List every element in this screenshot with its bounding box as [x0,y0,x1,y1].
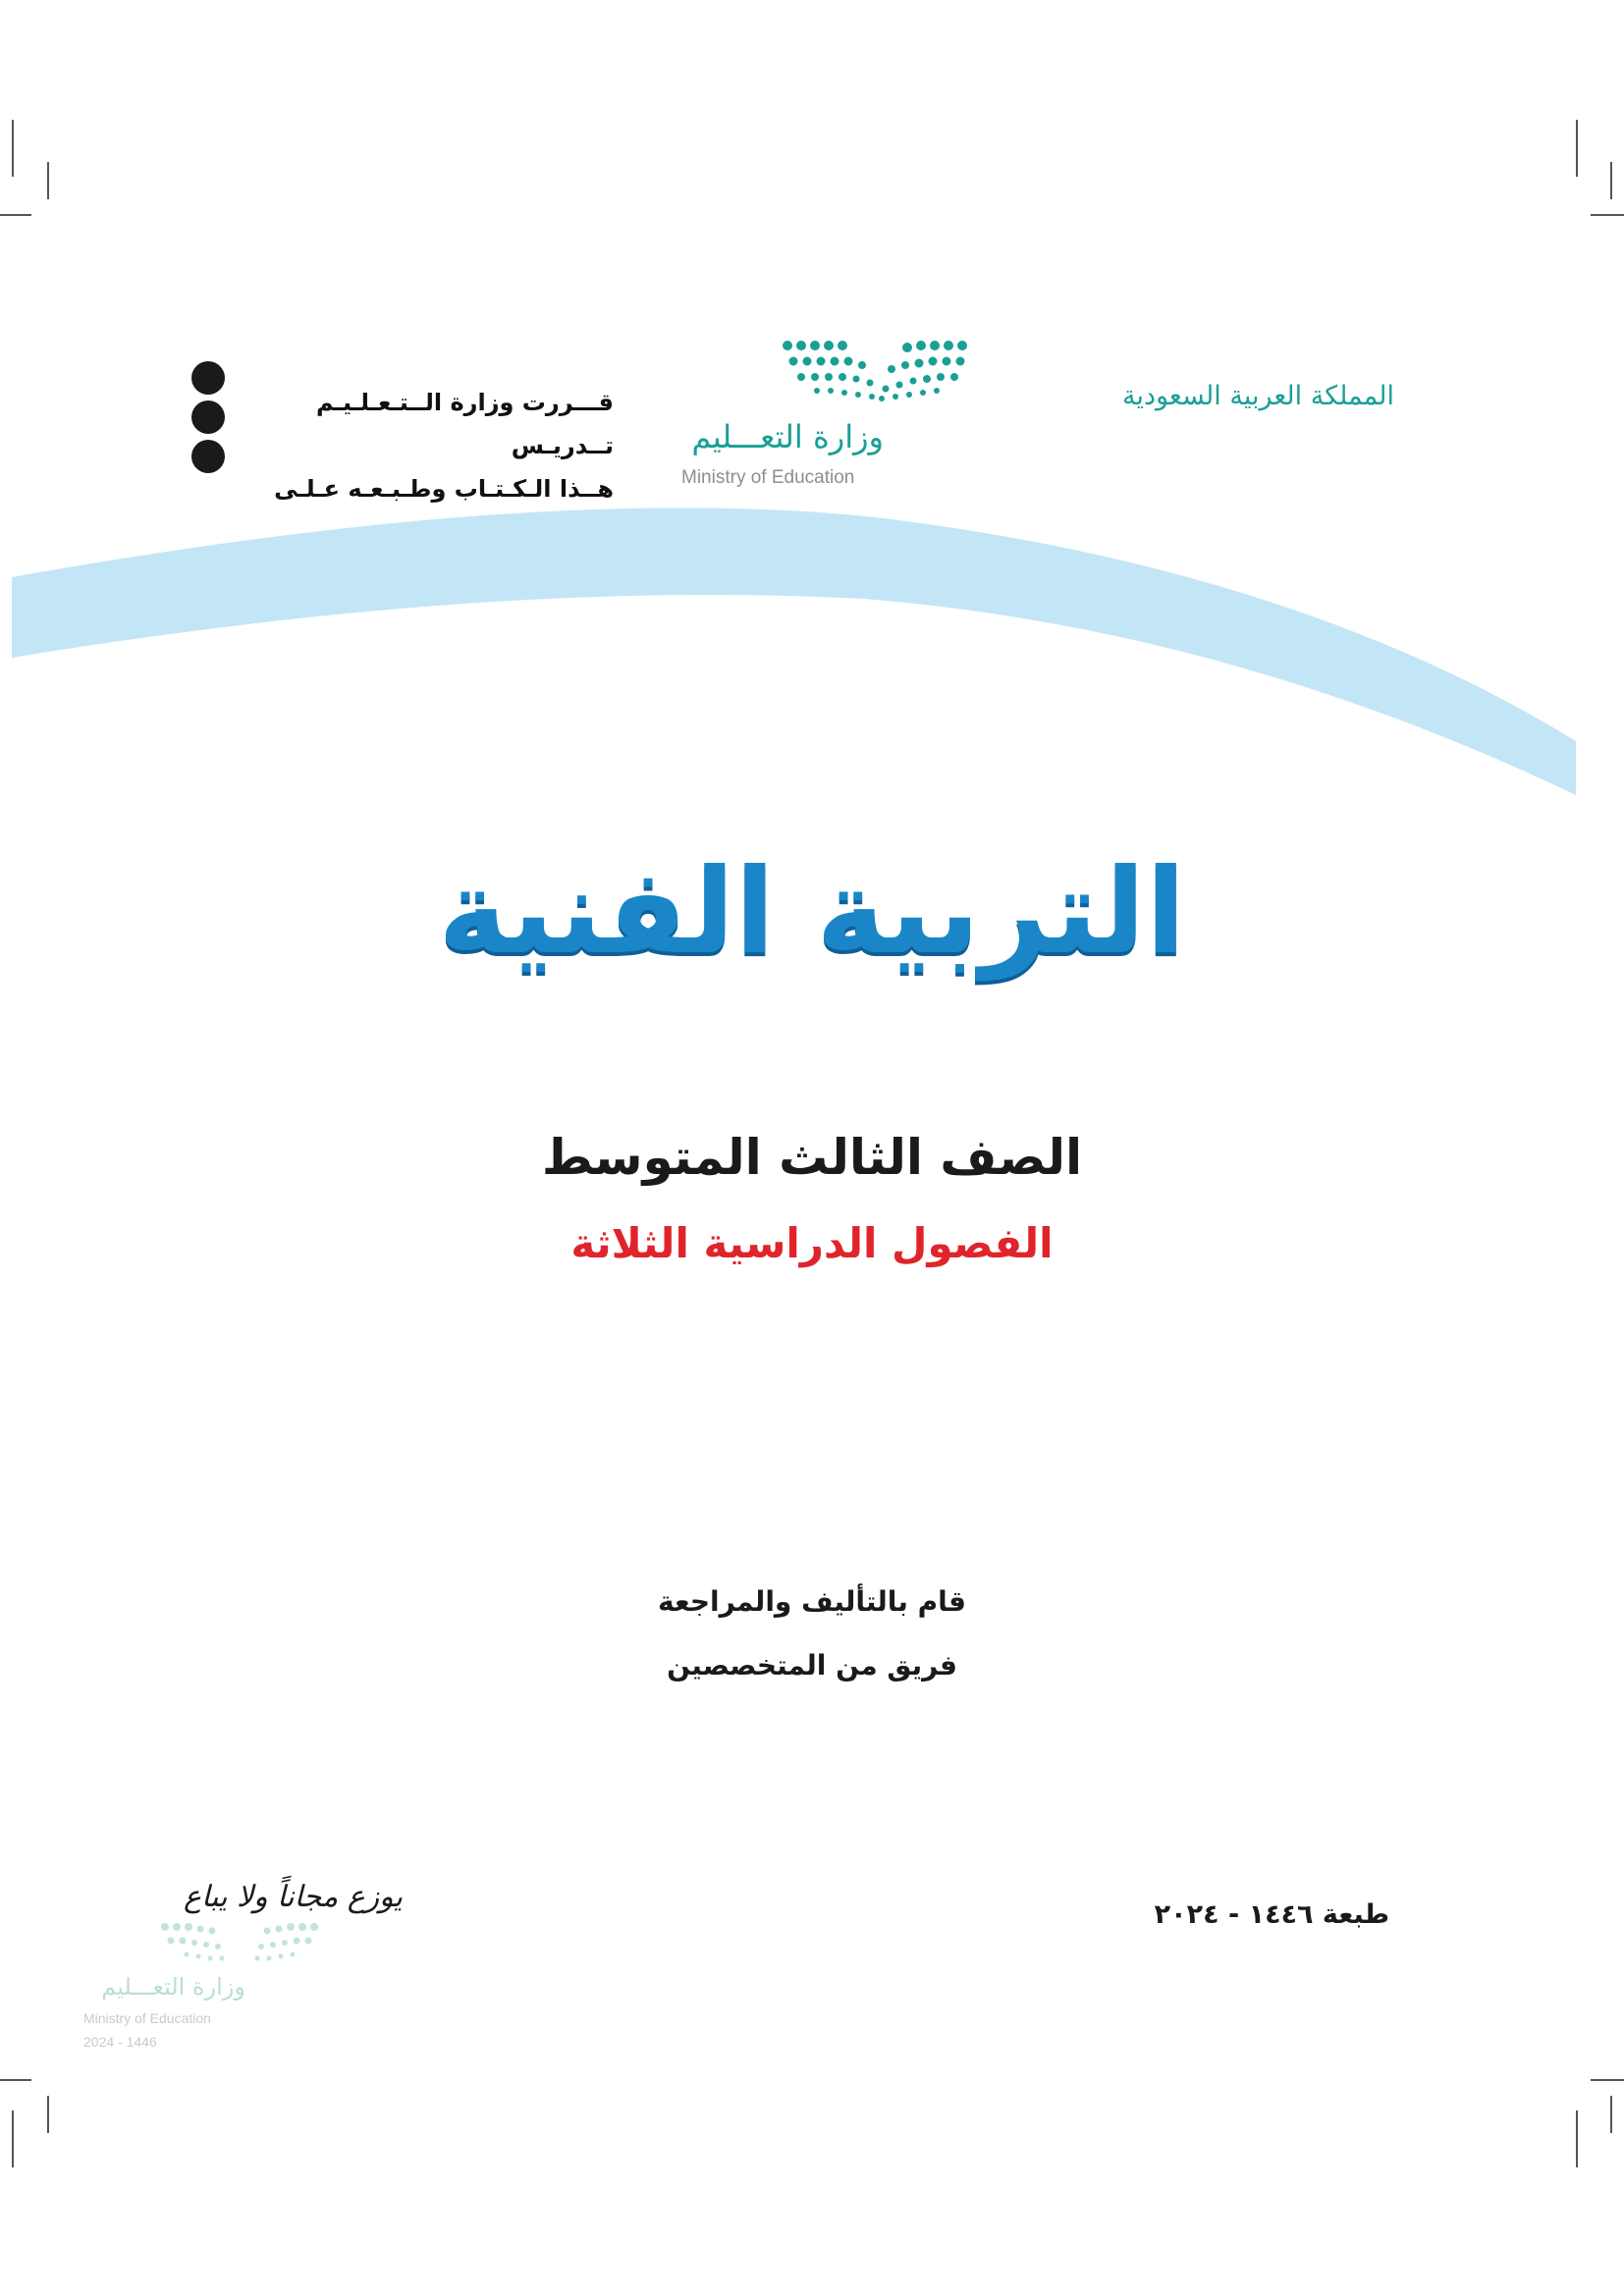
crop-mark [1591,2079,1624,2081]
decorative-arc [0,491,1624,825]
crop-mark [0,214,31,216]
authorship-line-1: قام بالتأليف والمراجعة [658,1585,966,1618]
free-distribution-note: يوزع مجاناً ولا يباع [184,1880,403,1914]
kingdom-name: المملكة العربية السعودية [1121,381,1394,411]
crop-mark [12,120,14,177]
crop-mark [1591,214,1624,216]
bullet-dot [191,400,225,434]
approval-line-2: هــذا الـكـتـاب وطـبـعـه عـلـى [274,475,614,503]
edition-year: طبعة ١٤٤٦ - ٢٠٢٤ [1154,1899,1389,1930]
watermark-ministry-arabic: وزارة التعـــليم [101,1973,245,2001]
ministry-name-arabic: وزارة التعـــليم [691,418,884,455]
crop-mark [0,2079,31,2081]
crop-mark [1610,2096,1612,2133]
crop-mark [47,2096,49,2133]
bullet-dot [191,361,225,395]
crop-mark [12,2110,14,2167]
crop-mark [47,162,49,199]
watermark-logo [157,1919,324,1966]
authorship-line-2: فريق من المتخصصين [667,1649,957,1682]
approval-line-1: قـــررت وزارة الــتـعـلـيـم تــدريـس [315,389,614,459]
watermark-ministry-english: Ministry of Education [83,2010,211,2026]
bullet-dot [191,440,225,473]
grade-level: الصف الثالث المتوسط [541,1129,1083,1186]
watermark-year: 2024 - 1446 [83,2034,157,2050]
academic-terms: الفصول الدراسية الثلاثة [570,1219,1054,1267]
crop-mark [1576,2110,1578,2167]
ministry-name-english: Ministry of Education [681,467,855,488]
crop-mark [1576,120,1578,177]
crop-mark [1610,162,1612,199]
book-title: التربية الفنية [438,844,1186,981]
